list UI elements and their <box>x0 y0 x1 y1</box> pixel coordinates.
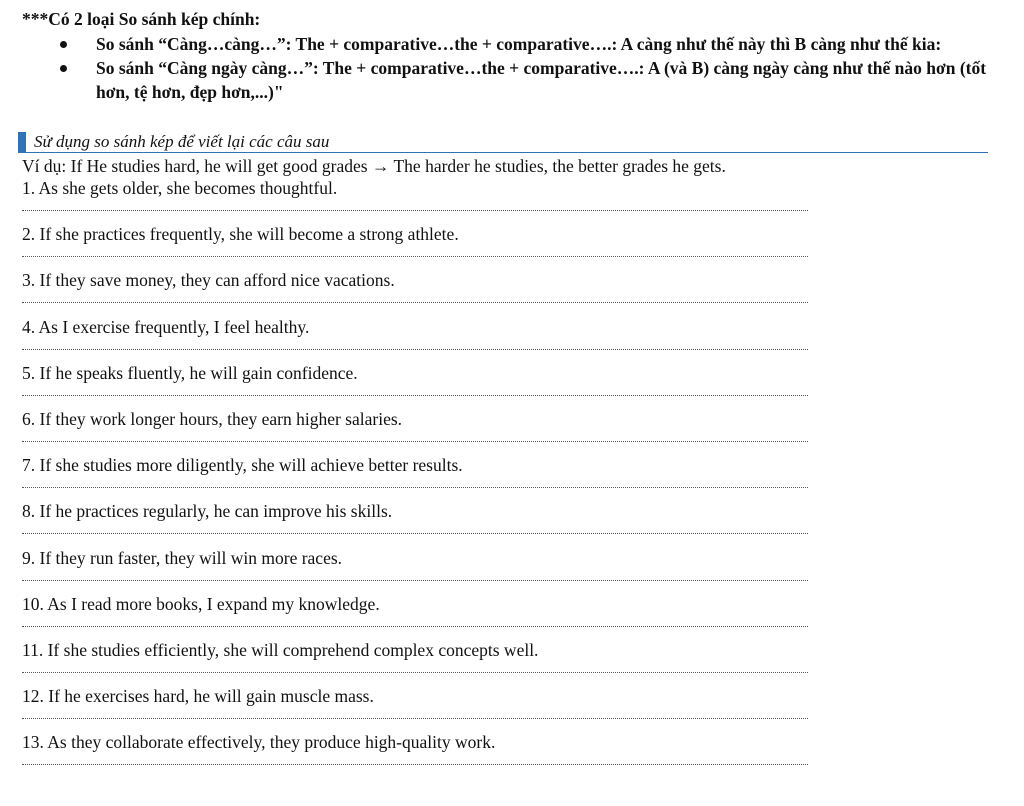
section-title: Sử dụng so sánh kép để viết lại các câu sau <box>34 132 330 151</box>
exercise-sentence: 10. As I read more books, I expand my knowledge. <box>22 593 380 614</box>
bullet-dot-icon <box>60 41 67 48</box>
worksheet-heading: ***Có 2 loại So sánh kép chính: <box>22 9 261 29</box>
answer-line[interactable] <box>22 580 808 581</box>
exercise-item <box>22 500 812 546</box>
exercise-sentence: 5. If he speaks fluently, he will gain confidence. <box>22 362 358 383</box>
answer-line[interactable] <box>22 626 808 627</box>
answer-line[interactable] <box>22 302 808 303</box>
exercise-sentence: 6. If they work longer hours, they earn higher salaries. <box>22 408 403 429</box>
exercise-item <box>22 362 812 408</box>
exercise-item <box>22 547 812 593</box>
exercise-sentence: 2. If she practices frequently, she will become a strong athlete. <box>22 224 459 245</box>
bullet-dot-icon <box>60 65 67 72</box>
bullet-item <box>0 56 1024 104</box>
bullet-text: So sánh “Càng ngày càng…”: The + comparative…the + comparative….: A (và B) càng ngày càng như thế nào hơn (tốt hơn, tệ hơn, đẹp hơn,...)" <box>96 58 987 102</box>
answer-line[interactable] <box>22 672 808 673</box>
exercise-item <box>22 269 812 315</box>
answer-line[interactable] <box>22 256 808 257</box>
exercise-sentence: 11. If she studies efficiently, she will comprehend complex concepts well. <box>22 639 539 660</box>
exercise-sentence: 1. As she gets older, she becomes thoughtful. <box>22 178 338 198</box>
answer-line[interactable] <box>22 349 808 350</box>
exercise-sentence: 3. If they save money, they can afford nice vacations. <box>22 270 395 291</box>
exercise-item <box>22 685 812 731</box>
answer-line[interactable] <box>22 441 808 442</box>
exercise-list <box>22 177 812 777</box>
exercise-sentence: 8. If he practices regularly, he can improve his skills. <box>22 501 393 522</box>
exercise-item <box>22 454 812 500</box>
exercise-sentence: 7. If she studies more diligently, she will achieve better results. <box>22 455 463 476</box>
bullet-list <box>0 32 1024 104</box>
exercise-sentence: 12. If he exercises hard, he will gain muscle mass. <box>22 686 374 707</box>
answer-line[interactable] <box>22 210 808 211</box>
exercise-sentence: 13. As they collaborate effectively, they produce high-quality work. <box>22 732 496 753</box>
example-sentence: Ví dụ: If He studies hard, he will get good grades → The harder he studies, the better grades he gets. <box>22 156 726 176</box>
exercise-item <box>22 593 812 639</box>
exercise-item <box>22 177 812 223</box>
exercise-item <box>22 639 812 685</box>
section-accent-bar <box>18 132 26 152</box>
exercise-item <box>22 731 812 777</box>
section-header <box>18 132 988 153</box>
exercise-sentence: 9. If they run faster, they will win more races. <box>22 547 343 568</box>
bullet-item <box>0 32 1024 56</box>
exercise-sentence: 4. As I exercise frequently, I feel healthy. <box>22 316 310 337</box>
exercise-item <box>22 408 812 454</box>
answer-line[interactable] <box>22 533 808 534</box>
answer-line[interactable] <box>22 764 808 765</box>
exercise-item <box>22 316 812 362</box>
answer-line[interactable] <box>22 718 808 719</box>
exercise-item <box>22 223 812 269</box>
answer-line[interactable] <box>22 487 808 488</box>
answer-line[interactable] <box>22 395 808 396</box>
bullet-text: So sánh “Càng…càng…”: The + comparative…the + comparative….: A càng như thế này thì B càng như thế kia: <box>96 34 942 54</box>
